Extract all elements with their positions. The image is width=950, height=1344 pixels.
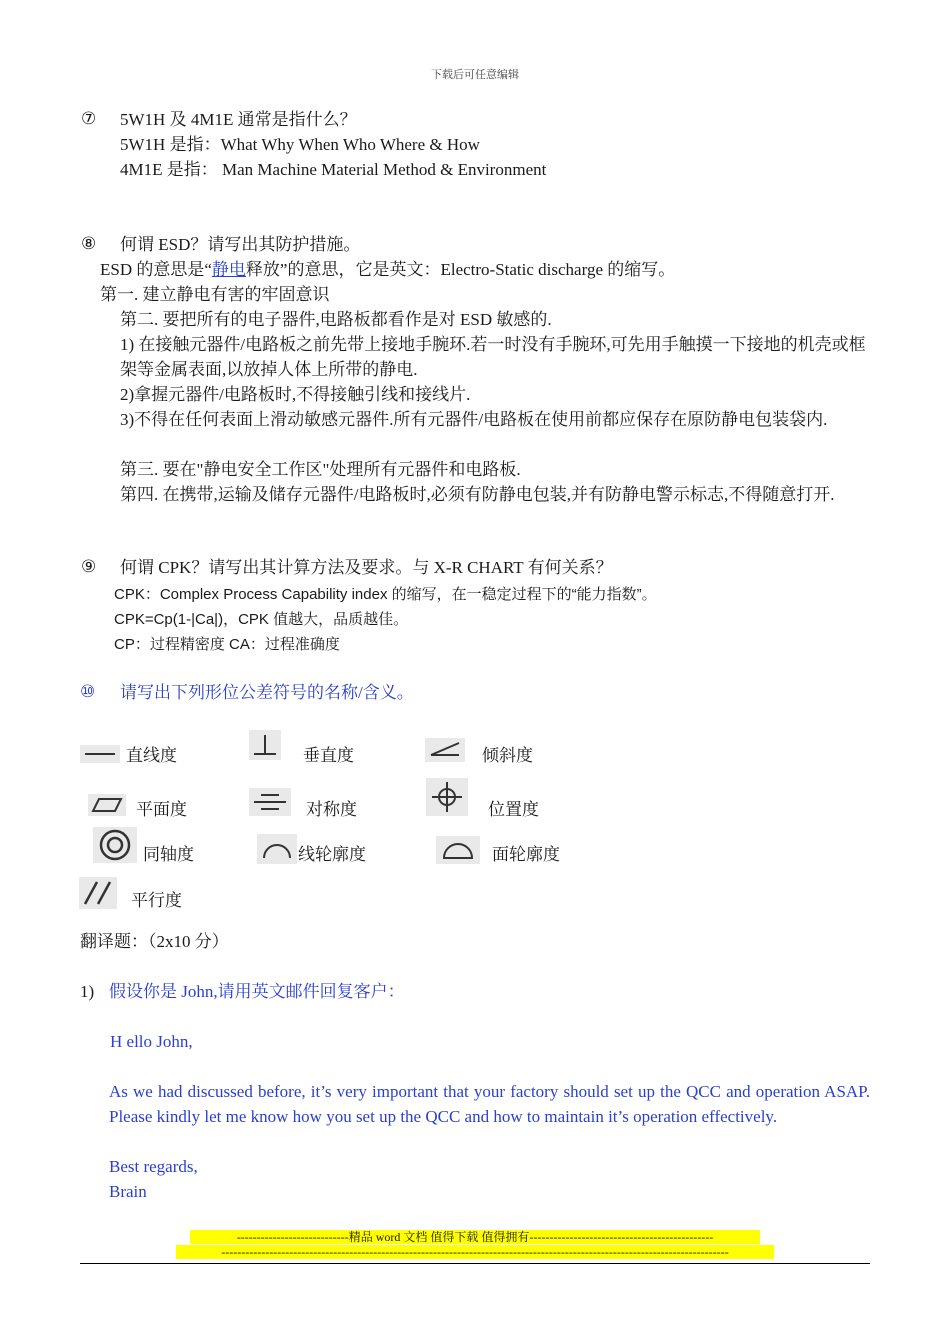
surface-profile-label: 面轮廓度	[492, 845, 560, 864]
perpendicularity-label: 垂直度	[303, 746, 354, 765]
concentricity-label: 同轴度	[143, 845, 194, 864]
q8-intro	[100, 257, 675, 282]
translation-item-number: 1)	[80, 982, 95, 1001]
flatness-symbol-icon	[88, 794, 126, 816]
q9-answer-formula: CPK=Cp(1-|Ca|)，CPK 值越大，品质越佳。	[114, 611, 409, 628]
footer-banner-line-2: -------------------------------------------------------------------------------------------------------------------------------	[176, 1245, 774, 1259]
position-symbol-icon	[426, 778, 468, 816]
q8-point-2: 2)拿握元器件/电路板时,不得接触引线和接线片.	[120, 385, 471, 404]
concentricity-symbol-icon	[93, 827, 137, 863]
email-greeting-initial: H	[110, 1032, 123, 1051]
q8-number: ⑧	[81, 234, 97, 253]
straightness-label: 直线度	[126, 746, 177, 765]
q8-step-fourth: 第四. 在携带,运输及储存元器件/电路板时,必须有防静电包装,并有防静电警示标志,不得随意打开.	[120, 485, 835, 504]
q7-answer-5w1h: 5W1H 是指：What Why When Who Where & How	[120, 135, 480, 154]
email-greeting-rest: ello John,	[122, 1032, 193, 1051]
q8-step-first: 第一. 建立静电有害的牢固意识	[100, 285, 330, 304]
angularity-label: 倾斜度	[482, 746, 533, 765]
straightness-symbol-icon	[80, 745, 120, 763]
q8-intro-part-a: ESD 的意思是“	[100, 260, 212, 279]
q8-step-second: 第二. 要把所有的电子器件,电路板都看作是对 ESD 敏感的.	[120, 310, 552, 329]
q8-intro-part-b: 释放”的意思，它是英文：Electro-Static discharge 的缩写。	[245, 260, 676, 279]
parallelism-label: 平行度	[131, 891, 182, 910]
translation-title: 翻译题：（2x10 分）	[80, 932, 229, 951]
line-profile-symbol-icon	[257, 834, 297, 864]
parallelism-symbol-icon	[79, 877, 117, 909]
email-body: As we had discussed before, it’s very important that your factory should set up the QCC and operation ASAP. Please kindly let me know how you set up the QCC and how to maintain it’s operation effectively.	[109, 1082, 870, 1126]
q7-question: 5W1H 及 4M1E 通常是指什么？	[120, 110, 357, 129]
q7-answer-4m1e: 4M1E 是指： Man Machine Material Method & Environment	[120, 160, 547, 179]
line-profile-label: 线轮廓度	[298, 845, 366, 864]
angularity-symbol-icon	[425, 738, 465, 762]
q7-number: ⑦	[81, 109, 97, 128]
email-sender: Brain	[109, 1182, 147, 1201]
translation-item-prompt: 假设你是 John,请用英文邮件回复客户：	[109, 982, 405, 1001]
footer-banner-line-1: ----------------------------精品 word 文档 值得下载 值得拥有----------------------------------------------	[190, 1230, 760, 1244]
q10-question: 请写出下列形位公差符号的名称/含义。	[120, 683, 414, 702]
q8-point-1: 1) 在接触元器件/电路板之前先带上接地手腕环.若一时没有手腕环,可先用手触摸一下接地的机壳或框架等金属表面,以放掉人体上所带的静电.	[120, 335, 866, 379]
surface-profile-symbol-icon	[436, 836, 480, 864]
q8-question: 何谓 ESD？请写出其防护措施。	[120, 235, 361, 254]
symmetry-symbol-icon	[249, 788, 291, 816]
symmetry-label: 对称度	[306, 800, 357, 819]
flatness-label: 平面度	[136, 800, 187, 819]
q10-number: ⑩	[80, 682, 96, 701]
position-label: 位置度	[488, 800, 539, 819]
q9-answer-terms: CP：过程精密度 CA：过程准确度	[114, 636, 340, 653]
email-greeting	[110, 1029, 193, 1054]
footer-divider	[80, 1263, 870, 1264]
q9-question: 何谓 CPK？请写出其计算方法及要求。与 X-R CHART 有何关系？	[120, 558, 613, 577]
q9-answer-definition: CPK：Complex Process Capability index 的缩写，在一稳定过程下的“能力指数”。	[114, 586, 657, 603]
q8-point-3: 3)不得在任何表面上滑动敏感元器件.所有元器件/电路板在使用前都应保存在原防静电包装袋内.	[120, 410, 828, 429]
q8-step-third: 第三. 要在"静电安全工作区"处理所有元器件和电路板.	[120, 460, 521, 479]
q9-number: ⑨	[81, 557, 97, 576]
static-electricity-link[interactable]: 静电	[211, 260, 246, 279]
email-closing: Best regards,	[109, 1157, 198, 1176]
perpendicularity-symbol-icon	[249, 730, 281, 760]
page-header-note: 下载后可任意编辑	[431, 69, 519, 81]
